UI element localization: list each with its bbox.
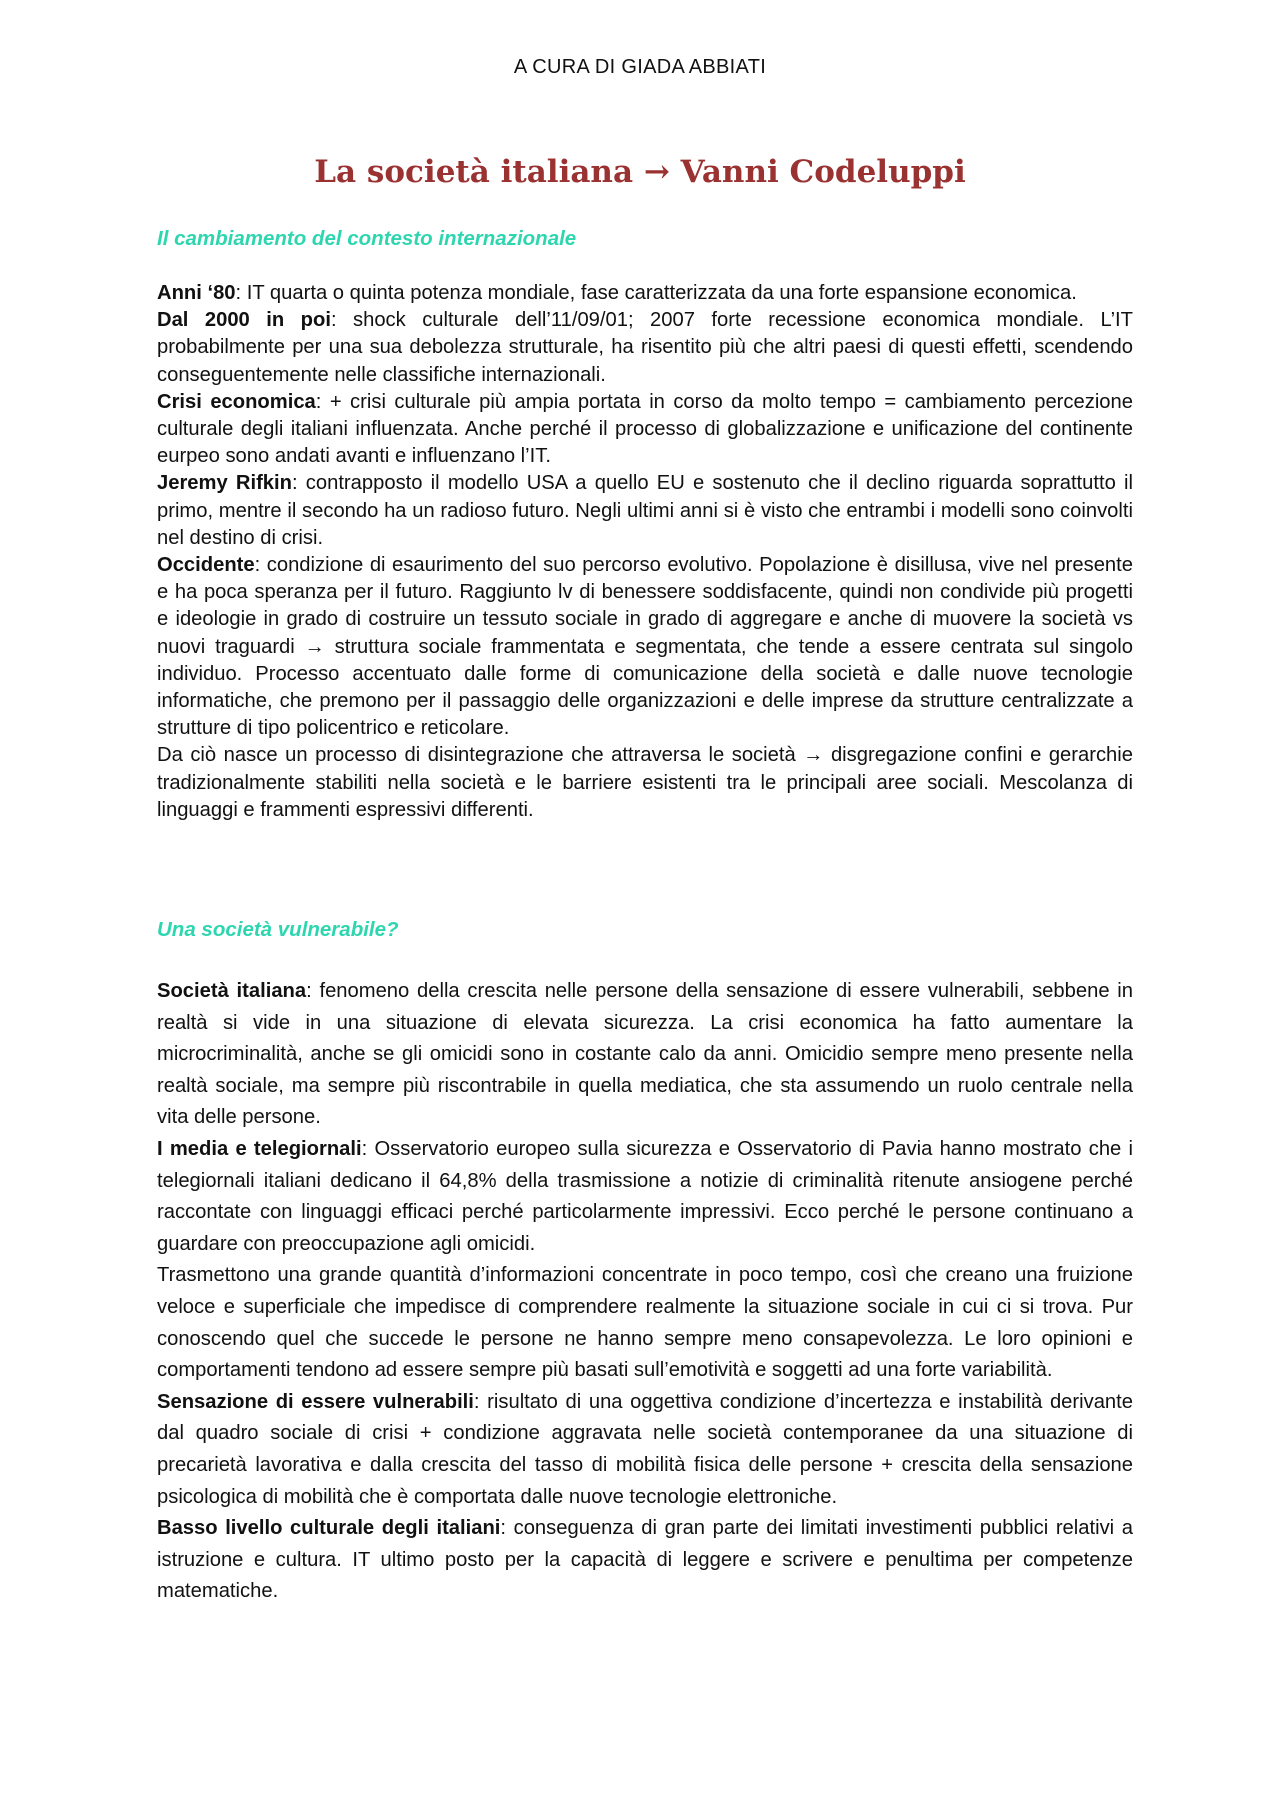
document-title: La società italiana → Vanni Codeluppi [314,154,966,190]
text-dal-2000: : shock culturale dell’11/09/01; 2007 forte recessione economica mondiale. L’IT probabilmente per una sua debolezza strutturale, ha risentito più che altri paesi di questi effetti, scendendo conseguentemente nelle classifiche internazionali. [157,309,1133,386]
paragraph-anni-80 [157,280,1133,307]
paragraph-basso-livello-culturale [157,1513,1133,1608]
term-crisi-economica: Crisi economica [157,390,316,413]
text-disintegrazione: Da ciò nasce un processo di disintegrazione che attraversa le società → disgregazione confini e gerarchie tradizionalmente stabiliti nella società e le barriere esistenti tra le principali aree sociali. Mescolanza di linguaggi e frammenti espressivi differenti. [157,744,1133,821]
text-sensazione-vulnerabili: : risultato di una oggettiva condizione d’incertezza e instabilità derivante dal quadro sociale di crisi + condizione aggravata nelle società contemporanee da una situazione di precarietà lavorativa e dalla crescita del tasso di mobilità fisica delle persone + crescita della sensazione psicologica di mobilità che è comportata dalle nuove tecnologie elettroniche. [157,1390,1133,1508]
text-trasmettono: Trasmettono una grande quantità d’informazioni concentrate in poco tempo, così che creano una fruizione veloce e superficiale che impedisce di comprendere realmente la situazione sociale in cui ci si trova. Pur conoscendo quel che succede le persone ne hanno sempre meno consapevolezza. Le loro opinioni e comportamenti tendono ad essere sempre più basati sull’emotività e soggetti ad una forte variabilità. [157,1264,1133,1382]
term-societa-italiana: Società italiana [157,980,307,1002]
page-header-author: A CURA DI GIADA ABBIATI [513,56,767,78]
paragraph-sensazione-vulnerabili [157,1387,1133,1513]
term-anni-80: Anni ‘80 [157,282,236,304]
paragraph-crisi-economica [157,389,1133,471]
term-occidente: Occidente [157,554,255,577]
term-jeremy-rifkin: Jeremy Rifkin [157,472,292,495]
term-media-telegiornali: I media e telegiornali [157,1137,362,1160]
text-crisi-economica: : + crisi culturale più ampia portata in corso da molto tempo = cambiamento percezione culturale degli italiani influenzata. Anche perché il processo di globalizzazione e unificazione del continente eurpeo sono andati avanti e influenzano l’IT. [157,390,1133,468]
term-sensazione-vulnerabili: Sensazione di essere vulnerabili [157,1390,474,1413]
paragraph-disintegrazione [157,742,1133,824]
paragraph-media-telegiornali [157,1134,1133,1260]
paragraph-occidente [157,552,1133,742]
paragraph-jeremy-rifkin [157,470,1133,552]
section-heading-vulnerable-society: Una società vulnerabile? [157,918,399,941]
text-occidente: : condizione di esaurimento del suo percorso evolutivo. Popolazione è disillusa, vive nel presente e ha poca speranza per il futuro. Raggiunto lv di benessere soddisfacente, quindi non condivide più progetti e ideologie in grado di costruire un tessuto sociale in grado di aggregare e anche di muovere la società vs nuovi traguardi → struttura sociale frammentata e segmentata, che tende a essere centrata sul singolo individuo. Processo accentuato dalle forme di comunicazione della società e dalle nuove tecnologie informatiche, che premono per il passaggio delle organizzazioni e delle imprese da strutture centralizzate a strutture di tipo policentrico e reticolare. [157,554,1133,740]
section-body-international-context [157,280,1133,824]
section-body-vulnerable-society [157,976,1133,1608]
text-basso-livello-culturale: : conseguenza di gran parte dei limitati investimenti pubblici relativi a istruzione e cultura. IT ultimo posto per la capacità di leggere e scrivere e penultima per competenze matematiche. [157,1517,1133,1603]
paragraph-trasmettono [157,1260,1133,1386]
paragraph-dal-2000 [157,307,1133,389]
section-heading-international-context: Il cambiamento del contesto internazionale [157,227,577,250]
text-media-telegiornali: : Osservatorio europeo sulla sicurezza e Osservatorio di Pavia hanno mostrato che i telegiornali italiani dedicano il 64,8% della trasmissione a notizie di criminalità ritenute ansiogene perché raccontate con linguaggi efficaci perché particolarmente impressivi. Ecco perché le persone continuano a guardare con preoccupazione agli omicidi. [157,1137,1133,1255]
text-jeremy-rifkin: : contrapposto il modello USA a quello EU e sostenuto che il declino riguarda soprattutto il primo, mentre il secondo ha un radioso futuro. Negli ultimi anni si è visto che entrambi i modelli sono coinvolti nel destino di crisi. [157,472,1133,549]
text-anni-80: : IT quarta o quinta potenza mondiale, fase caratterizzata da una forte espansione economica. [235,282,1077,304]
paragraph-societa-italiana [157,976,1133,1134]
term-dal-2000: Dal 2000 in poi [157,309,331,332]
term-basso-livello-culturale: Basso livello culturale degli italiani [157,1517,501,1540]
text-societa-italiana: : fenomeno della crescita nelle persone della sensazione di essere vulnerabili, sebbene in realtà si vide in una situazione di elevata sicurezza. La crisi economica ha fatto aumentare la microcriminalità, anche se gli omicidi sono in costante calo da anni. Omicidio sempre meno presente nella realtà sociale, ma sempre più riscontrabile in quella mediatica, che sta assumendo un ruolo centrale nella vita delle persone. [157,980,1133,1129]
